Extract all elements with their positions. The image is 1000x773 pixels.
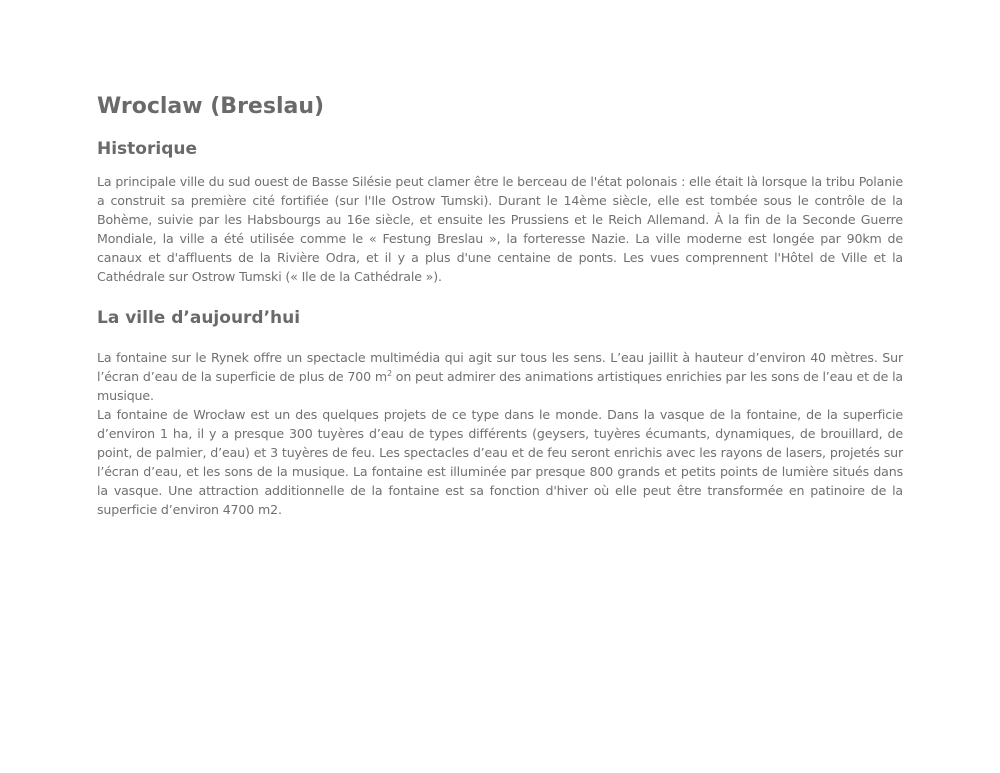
paragraph-fontaine-details: La fontaine de Wrocław est un des quelques projets de ce type dans le monde. Dans la vasque de la fontaine, de la superficie d’environ 1 ha, il y a presque 300 tuyères d’eau de types différents (geysers, tuyères écumants, dynamiques, de brouillard, de point, de palmier, d’eau) et 3 tuyères de feu. Les spectacles d’eau et de feu seront enrichis avec les rayons de lasers, projetés sur l’écran d’eau, et les sons de la musique. La fontaine est illuminée par presque 800 grands et petits points de lumière situés dans la vasque. Une attraction additionnelle de la fontaine est sa fonction d'hiver où elle peut être transformée en patinoire de la superficie d’environ 4700 m2. [97, 406, 903, 518]
paragraph-historique: La principale ville du sud ouest de Basse Silésie peut clamer être le berceau de l'état polonais : elle était là lorsque la tribu Polanie a construit sa première cité fortifiée (sur l'Ile Ostrow Tumski). Durant le 14ème siècle, elle est tombée sous le contrôle de la Bohème, suivie par les Habsbourgs au 16e siècle, et ensuite les Prussiens et le Reich Allemand. À la fin de la Seconde Guerre Mondiale, la ville a été utilisée comme le « Festung Breslau », la forteresse Nazie. La ville moderne est longée par 90km de canaux et d'affluents de la Rivière Odra, et il y a plus d'une centaine de ponts. Les vues comprennent l'Hôtel de Ville et la Cathédrale sur Ostrow Tumski (« Ile de la Cathédrale »). [97, 174, 903, 285]
section-heading-historique: Historique [97, 139, 197, 159]
page-title: Wroclaw (Breslau) [97, 94, 325, 119]
paragraph-fontaine-intro [97, 348, 903, 405]
paragraph-fontaine-intro-part1: La fontaine sur le Rynek offre un spectacle multimédia qui agit sur tous les sens. L’eau jaillit à hauteur d’environ 40 mètres. Sur l’écran d’eau de la superficie de plus de 700 m [97, 349, 903, 384]
section-heading-ville-aujourdhui: La ville d’aujourd’hui [97, 307, 301, 328]
document-page [97, 92, 903, 519]
superscript-squared: 2 [386, 368, 392, 378]
paragraph-fontaine-intro-part2: on peut admirer des animations artistiques enrichies par les sons de l’eau et de la musique. [97, 368, 903, 403]
